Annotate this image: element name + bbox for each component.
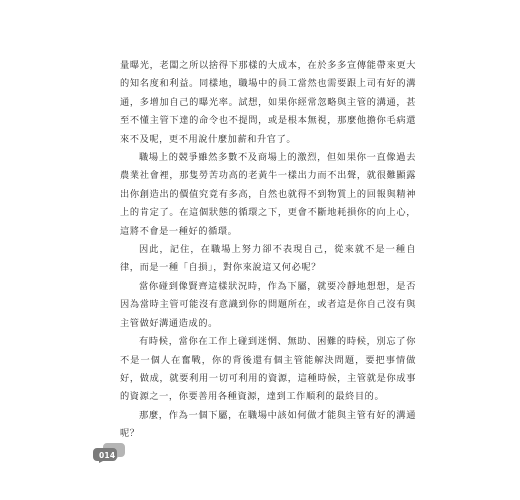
- paragraph-5: 有時候，當你在工作上碰到迷惘、無助、困難的時候，別忘了你不是一個人在奮戰，你的背後還有個主管能解決問題，要把事情做好，做成，就要利用一切可利用的資源，這種時候，主管就是你成事的資源之一，你要善用各種資源，達到工作順利的最終目的。: [120, 336, 416, 403]
- paragraph-6: 那麼，作為一個下屬，在職場中該如何做才能與主管有好的溝通呢？: [120, 409, 416, 440]
- page-number-badge: [93, 441, 127, 463]
- paragraph-4: 當你碰到像賢齊這樣狀況時，作為下屬，就要冷靜地想想，是否因為當時主管可能沒有意識到你的問題所在，或者這是你自己沒有與主管做好溝通造成的。: [120, 280, 416, 329]
- paragraph-3: 因此，記住，在職場上努力卻不表現自己，從來就不是一種自律，而是一種「自損」，對你來說這又何必呢？: [120, 244, 416, 274]
- paragraph-1: 量曝光，老闆之所以捨得下那樣的大成本，在於多多宣傳能帶來更大的知名度和利益。同樣地，職場中的員工當然也需要跟上司有好的溝通，多增加自己的曝光率。試想，如果你經常忽略與主管的溝通，甚至不懂主管下達的命令也不提問，或是根本無視，那麼他擔你毛病還來不及呢，更不用說什麼加薪和升官了。: [120, 60, 416, 145]
- paragraph-2: 職場上的競爭雖然多數不及商場上的激烈，但如果你一直像過去農業社會裡，那隻勞苦功高的老黃牛一樣出力而不出聲，就很難顯露出你創造出的價值究竟有多高，自然也就得不到物質上的回報與精神上的肯定了。在這個狀態的循環之下，更會不斷地耗損你的向上心，這將不會是一種好的循環。: [120, 152, 416, 237]
- page-body: [120, 57, 416, 444]
- page-number: 014: [99, 451, 116, 460]
